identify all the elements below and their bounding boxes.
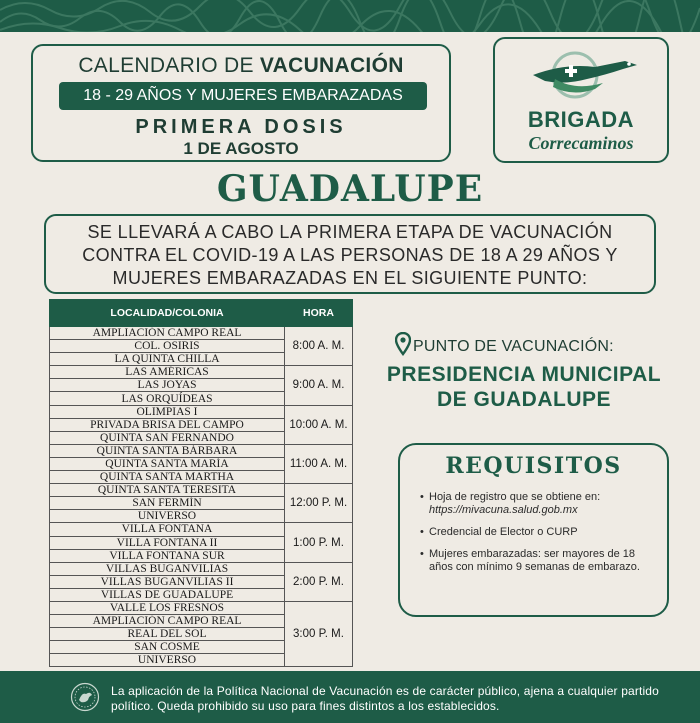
- audience-banner: 18 - 29 AÑOS Y MUJERES EMBARAZADAS: [59, 82, 427, 110]
- localidad-cell: OLIMPIAS I: [50, 405, 285, 418]
- requirement-item: • Credencial de Elector o CURP: [420, 526, 660, 539]
- table-row: [50, 405, 353, 418]
- hora-cell: 3:00 P. M.: [285, 601, 353, 666]
- localidad-cell: PRIVADA BRISA DEL CAMPO: [50, 418, 285, 431]
- table-row: [50, 327, 353, 340]
- dose-label: PRIMERA DOSIS: [135, 116, 347, 138]
- localidad-cell: VILLA FONTANA II: [50, 536, 285, 549]
- hora-cell: 9:00 A. M.: [285, 366, 353, 405]
- date-label: 1 DE AGOSTO: [183, 139, 299, 158]
- localidad-cell: SAN COSME: [50, 641, 285, 654]
- hora-cell: 11:00 A. M.: [285, 444, 353, 483]
- brigada-logo-box: [493, 37, 669, 163]
- localidad-cell: VILLA FONTANA SUR: [50, 549, 285, 562]
- registration-link[interactable]: https://mivacuna.salud.gob.mx: [429, 504, 578, 516]
- requirements-title: REQUISITOS: [445, 453, 622, 479]
- brigada-name: BRIGADA: [527, 107, 635, 132]
- localidad-cell: QUINTA SANTA MARÍA: [50, 457, 285, 470]
- localidad-cell: LAS JOYAS: [50, 379, 285, 392]
- city-title: GUADALUPE: [216, 168, 484, 210]
- vaccination-point-label: PUNTO DE VACUNACIÓN:: [413, 338, 614, 355]
- schedule-table: [49, 299, 353, 667]
- intro-line: SE LLEVARÁ A CABO LA PRIMERA ETAPA DE VACUNACIÓN: [87, 222, 613, 242]
- localidad-cell: REAL DEL SOL: [50, 628, 285, 641]
- calendar-title-box: [31, 44, 451, 162]
- localidad-cell: SAN FERMÍN: [50, 497, 285, 510]
- table-row: [50, 523, 353, 536]
- localidad-cell: QUINTA SAN FERNANDO: [50, 431, 285, 444]
- mexico-seal-icon: [70, 682, 100, 712]
- localidad-cell: VILLAS DE GUADALUPE: [50, 588, 285, 601]
- footer: [0, 671, 700, 723]
- requirements-list: [420, 491, 660, 583]
- place-line: PRESIDENCIA MUNICIPAL: [386, 363, 662, 386]
- vaccination-place: [356, 362, 692, 412]
- column-header-localidad: LOCALIDAD/COLONIA: [50, 300, 285, 327]
- localidad-cell: LAS AMÉRICAS: [50, 366, 285, 379]
- requirements-box: [398, 443, 669, 617]
- localidad-cell: LA QUINTA CHILLA: [50, 353, 285, 366]
- calendar-title: CALENDARIO DE VACUNACIÓN: [78, 54, 404, 77]
- localidad-cell: AMPLIACIÓN CAMPO REAL: [50, 327, 285, 340]
- localidad-cell: QUINTA SANTA BÁRBARA: [50, 444, 285, 457]
- footer-disclaimer: La aplicación de la Política Nacional de Vacunación es de carácter público, ajena a cualquier partido político. Queda prohibido su uso para fines distintos a los establecidos.: [111, 684, 659, 713]
- hora-cell: 2:00 P. M.: [285, 562, 353, 601]
- localidad-cell: QUINTA SANTA MARTHA: [50, 471, 285, 484]
- localidad-cell: VALLE LOS FRESNOS: [50, 601, 285, 614]
- localidad-cell: VILLAS BUGANVILIAS II: [50, 575, 285, 588]
- hora-cell: 8:00 A. M.: [285, 327, 353, 366]
- requirement-item: • Hoja de registro que se obtiene en: https://mivacuna.salud.gob.mx: [420, 491, 660, 517]
- intro-line: MUJERES EMBARAZADAS EN EL SIGUIENTE PUNTO:: [112, 268, 588, 288]
- table-row: [50, 562, 353, 575]
- localidad-cell: AMPLIACIÓN CAMPO REAL: [50, 615, 285, 628]
- localidad-cell: QUINTA SANTA TERESITA: [50, 484, 285, 497]
- localidad-cell: VILLA FONTANA: [50, 523, 285, 536]
- localidad-cell: UNIVERSO: [50, 654, 285, 667]
- place-line: DE GUADALUPE: [436, 388, 611, 411]
- table-row: [50, 366, 353, 379]
- table-row: [50, 444, 353, 457]
- hora-cell: 1:00 P. M.: [285, 523, 353, 562]
- map-pin-icon: [395, 332, 411, 356]
- localidad-cell: LAS ORQUÍDEAS: [50, 392, 285, 405]
- column-header-hora: HORA: [285, 300, 353, 327]
- top-decorative-band: [0, 0, 700, 32]
- localidad-cell: VILLAS BUGANVILIAS: [50, 562, 285, 575]
- requirement-item: • Mujeres embarazadas: ser mayores de 18 años con mínimo 9 semanas de embarazo.: [420, 548, 660, 574]
- table-row: [50, 484, 353, 497]
- localidad-cell: UNIVERSO: [50, 510, 285, 523]
- schedule-header-row: [50, 300, 353, 327]
- roadrunner-logo-icon: [525, 45, 641, 105]
- intro-text: [46, 221, 654, 290]
- brigada-subtitle: Correcaminos: [528, 133, 634, 153]
- localidad-cell: COL. OSIRIS: [50, 340, 285, 353]
- table-row: [50, 601, 353, 614]
- intro-box: [44, 214, 656, 294]
- hora-cell: 10:00 A. M.: [285, 405, 353, 444]
- intro-line: CONTRA EL COVID-19 A LAS PERSONAS DE 18 A 29 AÑOS Y: [82, 245, 618, 265]
- hora-cell: 12:00 P. M.: [285, 484, 353, 523]
